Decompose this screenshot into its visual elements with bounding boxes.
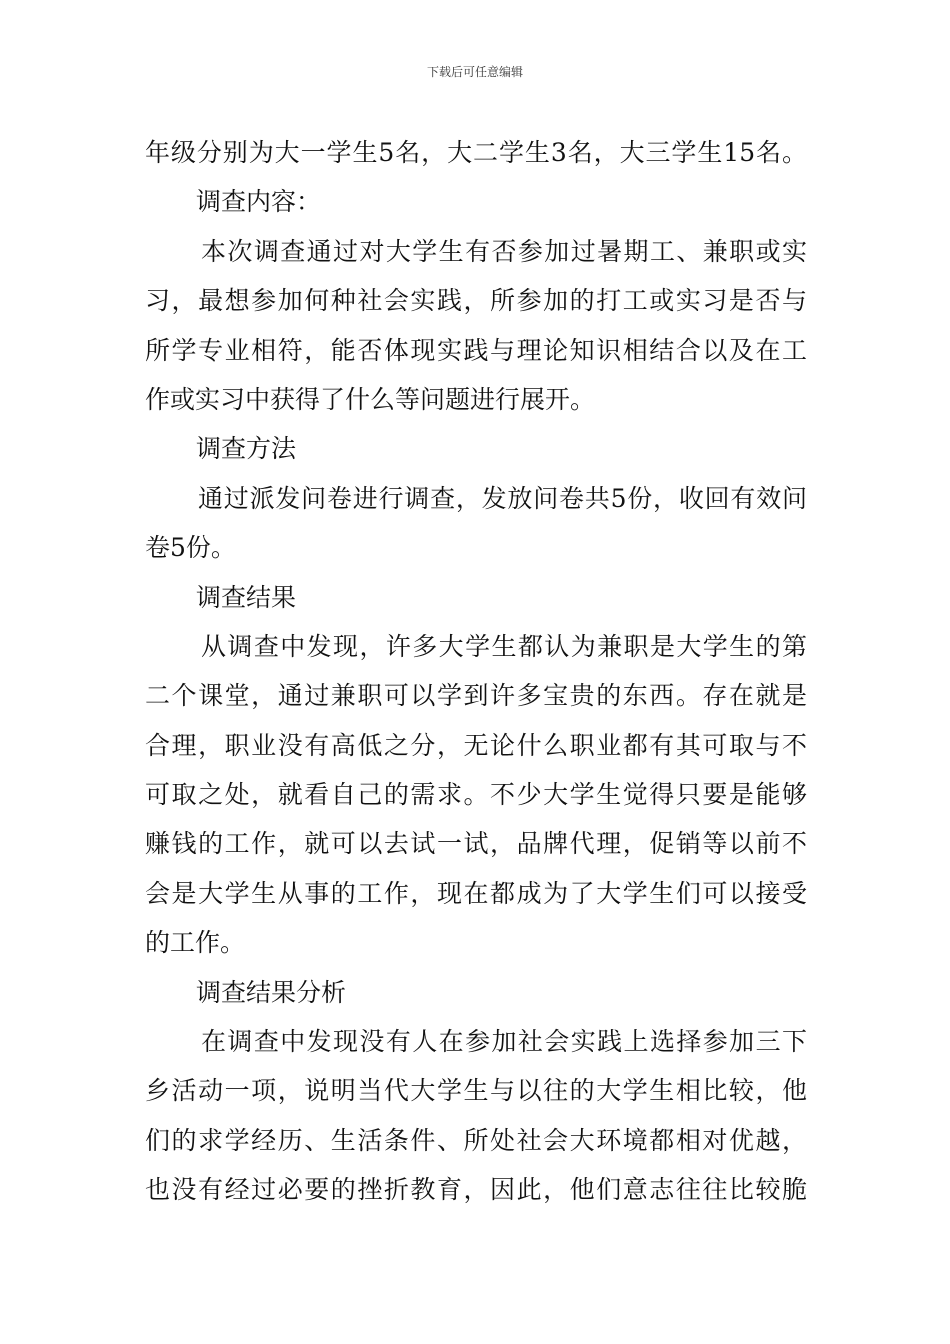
text-line: 可取之处，就看自己的需求。不少大学生觉得只要是能够 [145,780,807,810]
section-heading: 调查方法 [196,434,297,464]
text-line: 会是大学生从事的工作，现在都成为了大学生们可以接受 [145,878,807,908]
text-line: 本次调查通过对大学生有否参加过暑期工、兼职或实 [201,236,807,266]
document-body [145,128,807,1215]
text-line: 通过派发问卷进行调查，发放问卷共5份，收回有效问 [198,483,807,513]
text-line: 们的求学经历、生活条件、所处社会大环境都相对优越， [145,1125,807,1155]
text-line: 二个课堂，通过兼职可以学到许多宝贵的东西。存在就是 [145,681,807,711]
text-line: 年级分别为大一学生5名，大二学生3名，大三学生15名。 [145,138,807,167]
text-line: 在调查中发现没有人在参加社会实践上选择参加三下 [201,1027,807,1057]
text-line: 作或实习中获得了什么等问题进行展开。 [145,384,596,414]
text-line: 赚钱的工作，就可以去试一试，品牌代理，促销等以前不 [145,829,807,859]
text-line: 合理，职业没有高低之分，无论什么职业都有其可取与不 [145,730,807,760]
page-header-note: 下载后可任意编辑 [426,65,523,79]
text-line: 也没有经过必要的挫折教育，因此，他们意志往往比较脆 [145,1175,807,1205]
section-heading: 调查结果分析 [196,977,347,1007]
section-heading: 调查内容： [196,187,322,217]
text-line: 的工作。 [145,928,246,958]
section-heading: 调查结果 [196,582,297,612]
text-line: 乡活动一项，说明当代大学生与以往的大学生相比较，他 [145,1076,807,1106]
text-line: 习，最想参加何种社会实践，所参加的打工或实习是否与 [145,286,807,316]
text-line: 所学专业相符，能否体现实践与理论知识相结合以及在工 [145,335,807,365]
text-line: 卷5份。 [145,533,236,563]
text-line: 从调查中发现，许多大学生都认为兼职是大学生的第 [201,631,807,661]
